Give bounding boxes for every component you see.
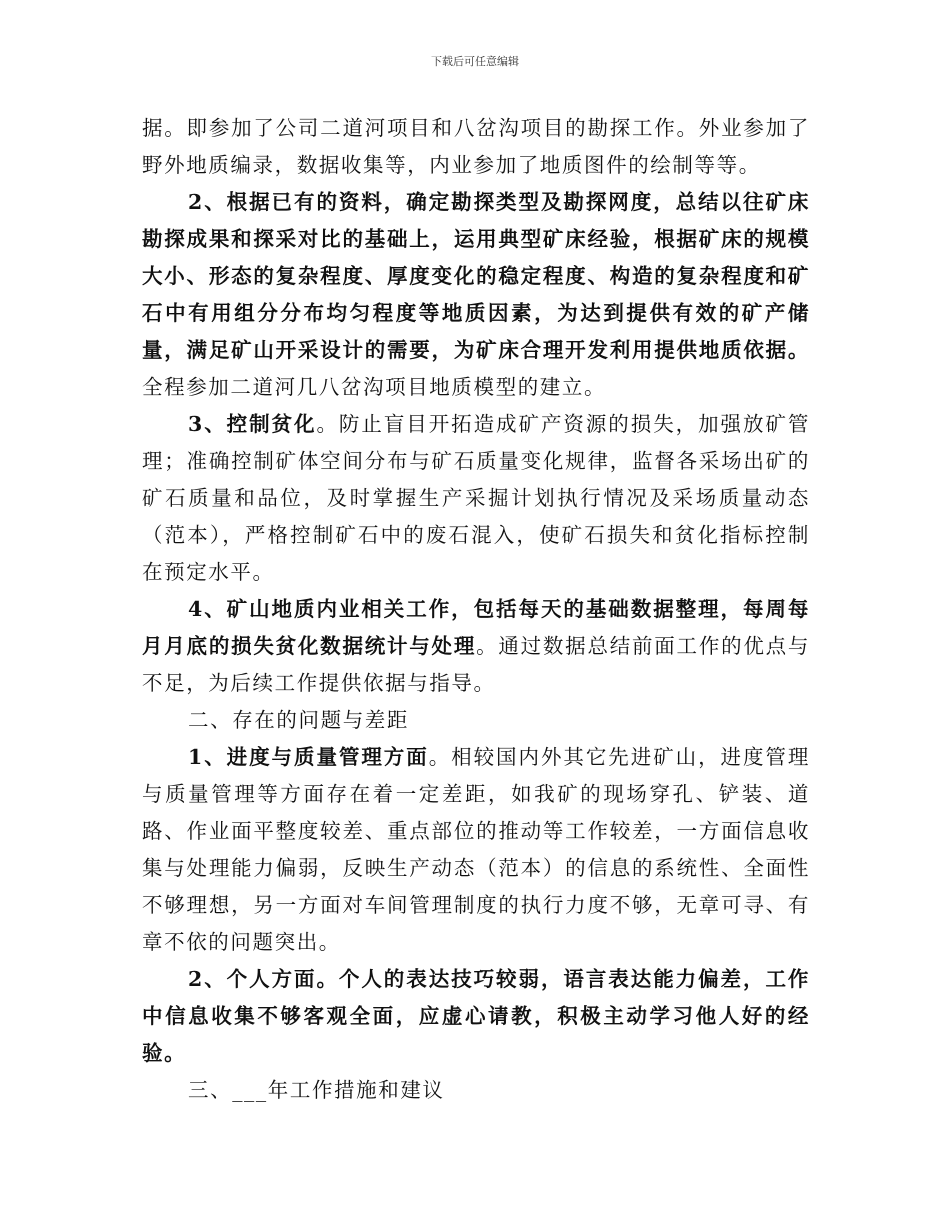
heading-text: 三、___年工作措施和建议 — [188, 1078, 445, 1102]
paragraph-text: 全程参加二道河几八岔沟项目地质模型的建立。 — [142, 375, 607, 399]
paragraph-text: 。相较国内外其它先进矿山，进度管理与质量管理等方面存在着一定差距，如我矿的现场穿孔、铲装、道路、作业面平整度较差、重点部位的推动等工作较差，一方面信息收集与处理能力偏弱，反映生产动态（范本）的信息的系统性、全面性不够理想，另一方面对车间管理制度的执行力度不够，无章可寻、有章不依的问题突出。 — [142, 745, 810, 954]
paragraph-text: 。通过数据总结前面工作的优点与不足，为后续工作提供依据与指导。 — [142, 634, 811, 695]
heading-text: 二、存在的问题与差距 — [188, 708, 409, 732]
document-body — [142, 110, 810, 1109]
paragraph-bold-text: 1、进度与质量管理方面 — [188, 745, 429, 769]
paragraph-problem-1 — [142, 739, 810, 961]
paragraph-bold-text: 2、根据已有的资料，确定勘探类型及勘探网度，总结以往矿床勘探成果和探采对比的基础上，运用典型矿床经验，根据矿床的规模大小、形态的复杂程度、厚度变化的稳定程度、构造的复杂程度和矿石中有用组分分布均匀程度等地质因素，为达到提供有效的矿产储量，满足矿山开采设计的需要，为矿床合理开发利用提供地质依据。 — [142, 190, 810, 362]
paragraph-bold-text: 3、控制贫化 — [188, 412, 317, 436]
paragraph-item-2 — [142, 184, 810, 406]
paragraph-item-3 — [142, 406, 810, 591]
paragraph-text: 据。即参加了公司二道河项目和八岔沟项目的勘探工作。外业参加了野外地质编录，数据收集等，内业参加了地质图件的绘制等等。 — [142, 116, 810, 177]
section-heading-3 — [142, 1072, 810, 1109]
paragraph-problem-2 — [142, 961, 810, 1072]
paragraph-bold-text: 2、个人方面。个人的表达技巧较弱，语言表达能力偏差，工作中信息收集不够客观全面，应虚心请教，积极主动学习他人好的经验。 — [142, 967, 810, 1065]
paragraph-item-4 — [142, 591, 810, 702]
paragraph-text: 。防止盲目开拓造成矿产资源的损失，加强放矿管理；准确控制矿体空间分布与矿石质量变化规律，监督各采场出矿的矿石质量和品位，及时掌握生产采掘计划执行情况及采场质量动态（范本），严格控制矿石中的废石混入，使矿石损失和贫化指标控制在预定水平。 — [142, 412, 810, 584]
section-heading-2 — [142, 702, 810, 739]
paragraph-continuation — [142, 110, 810, 184]
paragraph-bold-text: 4、矿山地质内业相关工作，包括每天的基础数据整理，每周每月月底的损失贫化数据统计与处理 — [142, 597, 810, 658]
page-header: 下载后可任意编辑 — [431, 55, 519, 68]
